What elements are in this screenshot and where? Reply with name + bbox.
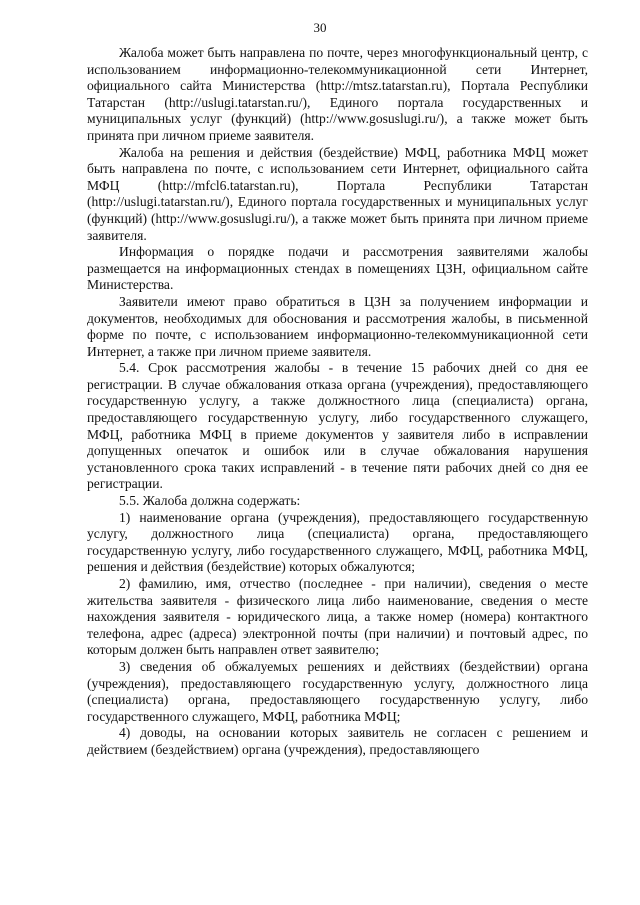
paragraph-section-5-4: 5.4. Срок рассмотрения жалобы - в течение 15 рабочих дней со дня ее регистрации. В случае обжалования отказа органа (учреждения), предоставляющего государственную услугу, а также должностного лица (специалиста) органа, предоставляющего государственную услугу, либо государственного служащего, МФЦ, работника МФЦ в приеме документов у заявителя либо в исправлении допущенных опечаток и ошибок или в случае обжалования нарушения установленного срока таких исправлений - в течение пяти рабочих дней со дня ее регистрации.	[87, 360, 588, 492]
paragraph-complaint-info-placement: Информация о порядке подачи и рассмотрения заявителями жалобы размещается на информационных стендах в помещениях ЦЗН, официальном сайте Министерства.	[87, 244, 588, 293]
list-item-4: 4) доводы, на основании которых заявитель не согласен с решением и действием (бездействием) органа (учреждения), предоставляющего	[87, 725, 588, 757]
page-number: 30	[313, 20, 327, 35]
list-item-3: 3) сведения об обжалуемых решениях и действиях (бездействии) органа (учреждения), предоставляющего государственную услугу, должностного лица (специалиста) органа, предоставляющего государственную услугу, либо государственного служащего, МФЦ, работника МФЦ;	[87, 658, 588, 724]
list-item-2: 2) фамилию, имя, отчество (последнее - при наличии), сведения о месте жительства заявителя - физического лица либо наименование, сведения о месте нахождения заявителя - юридического лица, а также номер (номера) контактного телефона, адрес (адреса) электронной почты (при наличии) и почтовый адрес, по которым должен быть направлен ответ заявителю;	[87, 576, 588, 658]
paragraph-complaint-channels-ministry: Жалоба может быть направлена по почте, через многофункциональный центр, с использованием информационно-телекоммуникационной сети Интернет, официального сайта Министерства (http://mtsz.tatarstan.ru), Портала Республики Татарстан (http://uslugi.tatarstan.ru/), Единого портала государственных и муниципальных услуг (функций) (http://www.gosuslugi.ru/), а также может быть принята при личном приеме заявителя.	[87, 45, 588, 143]
paragraph-complaint-channels-mfc: Жалоба на решения и действия (бездействие) МФЦ, работника МФЦ может быть направлена по почте, с использованием сети Интернет, официального сайта МФЦ (http://mfcl6.tatarstan.ru), Портала Республики Татарстан (http://uslugi.tatarstan.ru/), Единого портала государственных и муниципальных услуг (функций) (http://www.gosuslugi.ru/), а также может быть принята при личном приеме заявителя.	[87, 144, 588, 243]
paragraph-applicant-rights: Заявители имеют право обратиться в ЦЗН за получением информации и документов, необходимых для обоснования и рассмотрения жалобы, в письменной форме по почте, с использованием информационно-телекоммуникационной сети Интернет, а также при личном приеме заявителя.	[87, 293, 588, 359]
document-body	[87, 45, 588, 759]
list-item-1: 1) наименование органа (учреждения), предоставляющего государственную услугу, должностного лица (специалиста) органа, предоставляющего государственную услугу, либо государственного служащего, МФЦ, работника МФЦ, решения и действия (бездействие) которых обжалуются;	[87, 509, 588, 575]
paragraph-section-5-5: 5.5. Жалоба должна содержать:	[119, 493, 301, 509]
